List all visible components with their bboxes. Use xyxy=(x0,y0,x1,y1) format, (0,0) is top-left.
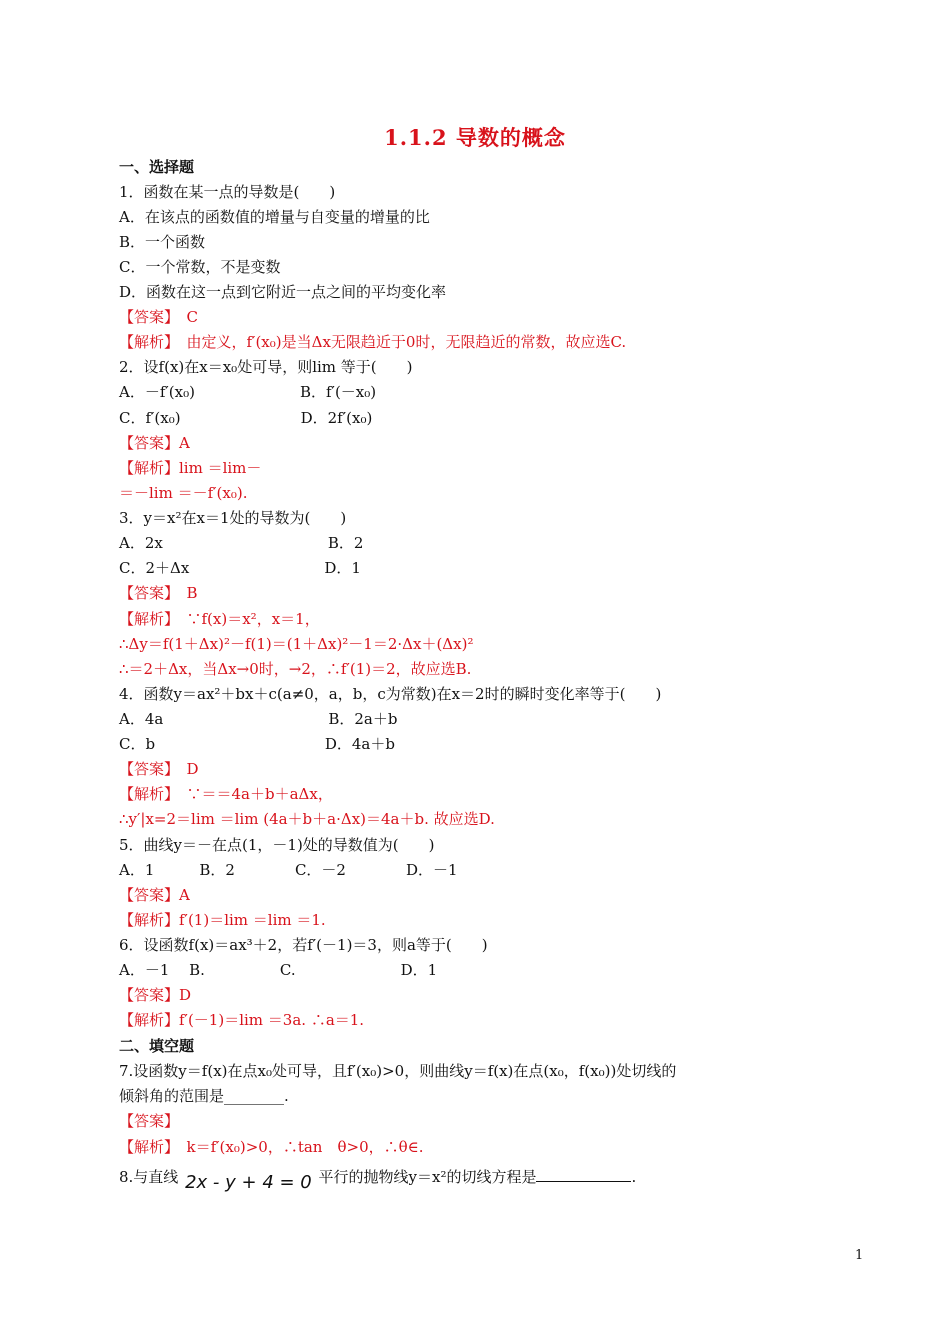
q2-answer: 【答案】A xyxy=(119,434,190,452)
question-7-line-2: 倾斜角的范围是________. xyxy=(119,1087,289,1105)
q3-answer: 【答案】 B xyxy=(119,584,198,602)
question-2: 2．设f(x)在x＝x₀处可导，则lim 等于( ) xyxy=(119,358,413,376)
q4-options-ab: A．4a B．2a＋b xyxy=(119,710,398,728)
q2-explanation-2: ＝－lim ＝－f′(x₀). xyxy=(119,484,248,502)
q6-answer: 【答案】D xyxy=(119,986,192,1004)
q6-explanation: 【解析】f′(－1)＝lim ＝3a. ∴a＝1. xyxy=(119,1011,365,1029)
q3-explanation-2: ∴Δy＝f(1＋Δx)²－f(1)＝(1＋Δx)²－1＝2·Δx＋(Δx)² xyxy=(119,635,474,653)
q1-answer: 【答案】 C xyxy=(119,308,198,326)
q3-explanation-3: ∴＝2＋Δx，当Δx→0时，→2，∴f′(1)＝2，故应选B. xyxy=(119,660,472,678)
question-5: 5．曲线y＝－在点(1，－1)处的导数值为( ) xyxy=(119,836,435,854)
q5-answer: 【答案】A xyxy=(119,886,190,904)
question-6: 6．设函数f(x)＝ax³＋2，若f′(－1)＝3，则a等于( ) xyxy=(119,936,488,954)
section-heading-choice: 一、选择题 xyxy=(119,158,195,176)
question-8 xyxy=(119,1166,637,1193)
q7-explanation: 【解析】 k＝f′(x₀)>0，∴tan θ>0，∴θ∈. xyxy=(119,1138,424,1156)
q4-options-cd: C．b D．4a＋b xyxy=(119,735,395,753)
q1-option-c: C．一个常数，不是变数 xyxy=(119,258,281,276)
q4-explanation-1: 【解析】 ∵＝＝4a＋b＋aΔx， xyxy=(119,785,333,803)
q3-options-ab: A．2x B．2 xyxy=(119,534,364,552)
q8-line-equation: 2x - y + 4 = 0 xyxy=(185,1172,312,1193)
q1-option-a: A．在该点的函数值的增量与自变量的增量的比 xyxy=(119,208,430,226)
q5-explanation: 【解析】f′(1)＝lim ＝lim ＝1. xyxy=(119,911,326,929)
q6-options: A．－1 B. C. D．1 xyxy=(119,961,438,979)
question-1: 1．函数在某一点的导数是( ) xyxy=(119,183,336,201)
page-title: 1.1.2 导数的概念 xyxy=(384,125,566,150)
section-heading-fill: 二、填空题 xyxy=(119,1037,195,1055)
q1-option-d: D．函数在这一点到它附近一点之间的平均变化率 xyxy=(119,283,447,301)
q4-answer: 【答案】 D xyxy=(119,760,199,778)
q3-explanation-1: 【解析】 ∵f(x)＝x²，x＝1， xyxy=(119,610,320,628)
q1-option-b: B．一个函数 xyxy=(119,233,206,251)
q1-explanation: 【解析】 由定义，f′(x₀)是当Δx无限趋近于0时，无限趋近的常数，故应选C. xyxy=(119,333,627,351)
q2-explanation-1: 【解析】lim ＝lim－ xyxy=(119,459,262,477)
q8-middle: 平行的抛物线y＝x²的切线方程是 xyxy=(318,1168,537,1186)
q2-options-cd: C．f′(x₀) D．2f′(x₀) xyxy=(119,409,373,427)
question-4: 4．函数y＝ax²＋bx＋c(a≠0，a，b，c为常数)在x＝2时的瞬时变化率等于( ) xyxy=(119,685,662,703)
q2-options-ab: A．－f′(x₀) B．f′(－x₀) xyxy=(119,383,377,401)
question-3: 3．y＝x²在x＝1处的导数为( ) xyxy=(119,509,347,527)
page-number: 1 xyxy=(855,1248,864,1263)
q8-suffix: . xyxy=(631,1168,637,1186)
q8-prefix: 8.与直线 xyxy=(119,1168,179,1186)
q8-answer-blank xyxy=(536,1167,631,1182)
q4-explanation-2: ∴y′|x=2＝lim ＝lim (4a＋b＋a·Δx)＝4a＋b. 故应选D. xyxy=(119,810,495,828)
q3-options-cd: C．2＋Δx D．1 xyxy=(119,559,361,577)
question-7-line-1: 7.设函数y＝f(x)在点x₀处可导，且f′(x₀)>0，则曲线y＝f(x)在点(x₀，f(x₀))处切线的 xyxy=(119,1062,677,1080)
q7-answer: 【答案】 xyxy=(119,1112,180,1130)
q5-options: A．1 B．2 C．－2 D．－1 xyxy=(119,861,458,879)
